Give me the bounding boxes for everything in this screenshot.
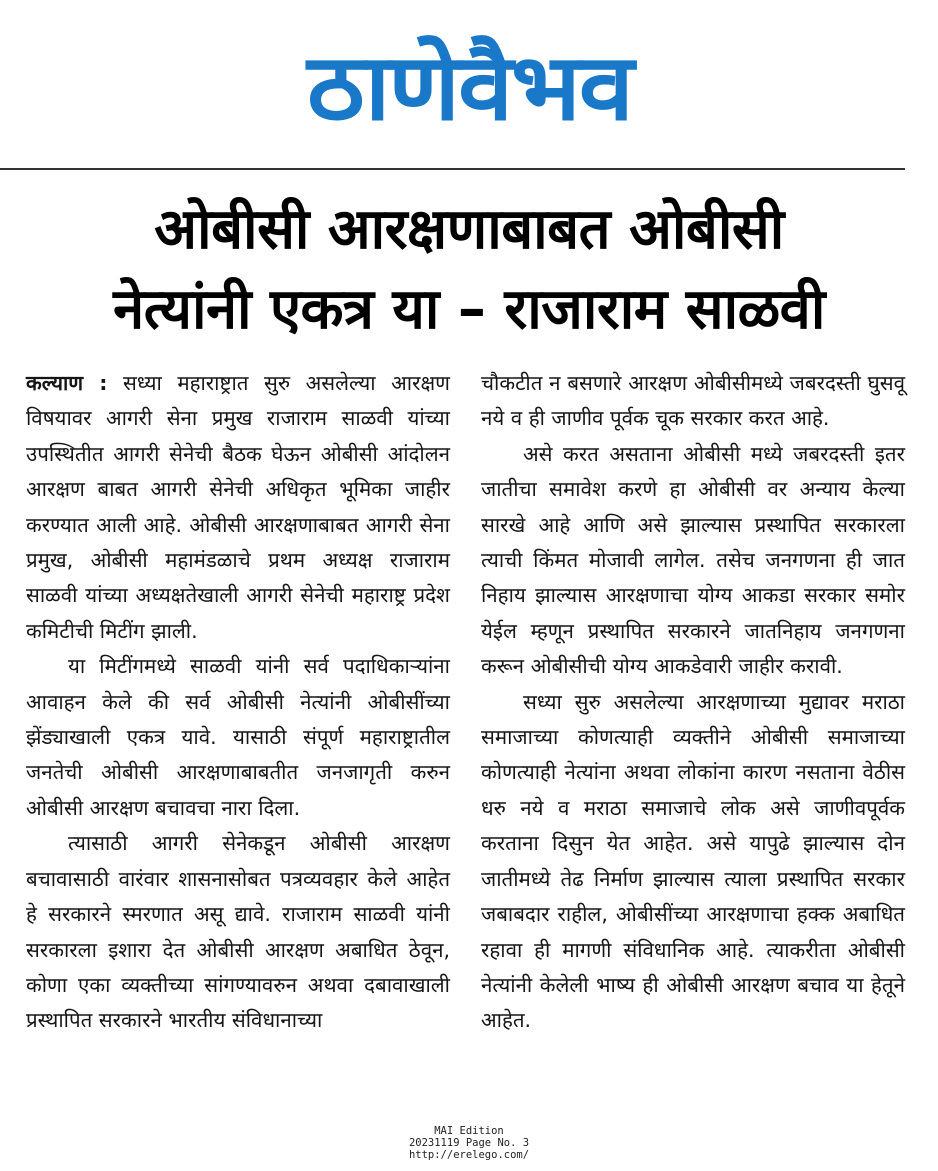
dateline: कल्याण : <box>26 371 108 395</box>
masthead-divider <box>0 168 905 170</box>
headline-line-2: नेत्यांनी एकत्र या – राजाराम साळवी <box>113 277 825 342</box>
paragraph-text: सध्या महाराष्ट्रात सुरु असलेल्या आरक्षण विषयावर आगरी सेना प्रमुख राजाराम साळवी यांच्या उपस्थितीत आगरी सेनेची बैठक घेऊन ओबीसी आंदोलन आरक्षण बाबत आगरी सेनेची अधिकृत भूमिका जाहीर करण्यात आली आहे. ओबीसी आरक्षणाबाबत आगरी सेना प्रमुख, ओबीसी महामंडळाचे प्रथम अध्यक्ष राजाराम साळवी यांच्या अध्यक्षतेखाली आगरी सेनेची महाराष्ट्र प्रदेश कमिटीची मिटींग झाली. <box>26 371 450 643</box>
article-column-right <box>481 366 905 1039</box>
article-paragraph: या मिटींगमध्ये साळवी यांनी सर्व पदाधिकाऱ्यांना आवाहन केले की सर्व ओबीसी नेत्यांनी ओबीसींच्या झेंड्याखाली एकत्र यावे. यासाठी संपूर्ण महाराष्ट्रातील जनतेची ओबीसी आरक्षणाबाबतीत जनजागृती करुन ओबीसी आरक्षण बचावचा नारा दिला. <box>26 654 450 820</box>
headline-line-1: ओबीसी आरक्षणाबाबत ओबीसी <box>154 197 784 262</box>
article-paragraph: सध्या सुरु असलेल्या आरक्षणाच्या मुद्यावर मराठा समाजाच्या कोणत्याही व्यक्तीने ओबीसी समाजाच्या कोणत्याही नेत्यांना अथवा लोकांना कारण नसताना वेठीस धरु नये व मराठा समाजाचे लोक असे जाणीवपूर्वक करताना दिसुन येत आहेत. असे यापुढे झाल्यास दोन जातीमध्ये तेढ निर्माण झाल्यास त्याला प्रस्थापित सरकार जबाबदार राहील, ओबीसींच्या आरक्षणाचा हक्क अबाधित रहावा ही मागणी संविधानिक आहे. त्याकरीता ओबीसी नेत्यांनी केलेली भाष्य ही ओबीसी आरक्षण बचाव या हेतूने आहेत. <box>481 689 905 1033</box>
edition-footer <box>0 1125 938 1161</box>
edition-date-page: 20231119 Page No. 3 <box>408 1137 530 1149</box>
article-paragraph <box>26 366 450 649</box>
edition-url[interactable]: http://erelego.com/ <box>408 1149 530 1161</box>
article-column-left <box>26 366 450 1039</box>
article-paragraph: चौकटीत न बसणारे आरक्षण ओबीसीमध्ये जबरदस्ती घुसवू नये व ही जाणीव पूर्वक चूक सरकार करत आहे. <box>481 371 905 431</box>
article-paragraph: त्यासाठी आगरी सेनेकडून ओबीसी आरक्षण बचावासाठी वारंवार शासनासोबत पत्रव्यवहार केले आहेत हे सरकारने स्मरणात असू द्यावे. राजाराम साळवी यांनी सरकारला इशारा देत ओबीसी आरक्षण अबाधित ठेवून, कोणा एका व्यक्तीच्या सांगण्यावरुन अथवा दबावाखाली प्रस्थापित सरकारने भारतीय संविधानाच्या <box>26 831 450 1033</box>
headline <box>0 190 938 350</box>
article-paragraph: असे करत असताना ओबीसी मध्ये जबरदस्ती इतर जातीचा समावेश करणे हा ओबीसी वर अन्याय केल्या सारखे आहे आणि असे झाल्यास प्रस्थापित सरकारला त्याची किंमत मोजावी लागेल. तसेच जनगणना ही जात निहाय झाल्यास आरक्षणाचा योग्य आकडा सरकार समोर येईल म्हणून प्रस्थापित सरकारने जातनिहाय जनगणना करून ओबीसीची योग्य आकडेवारी जाहीर करावी. <box>481 441 905 679</box>
edition-name: MAI Edition <box>434 1125 504 1137</box>
newspaper-logo: ठाणेवैभव <box>306 34 632 141</box>
masthead <box>0 34 938 141</box>
